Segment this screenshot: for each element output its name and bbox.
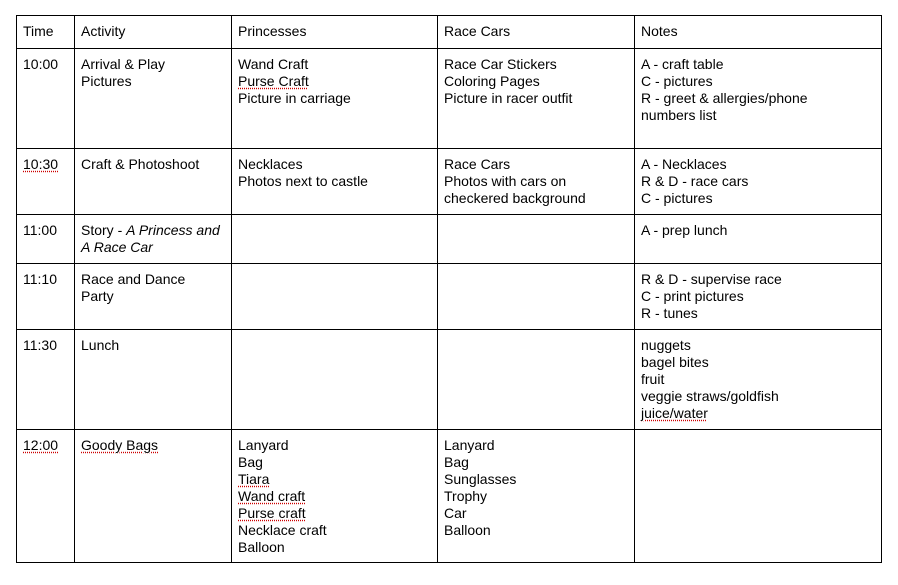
race-cars-cell [438, 330, 635, 430]
activity-cell: Race and Dance Party [75, 264, 232, 330]
princesses-cell: Necklaces Photos next to castle [232, 149, 438, 215]
table-row [17, 149, 882, 215]
princesses-cell [232, 330, 438, 430]
time-cell: 12:00 [17, 430, 75, 563]
notes-cell: A - Necklaces R & D - race cars C - pictures [635, 149, 882, 215]
story-title: A Princess and A Race Car [81, 222, 220, 255]
notes-cell: R & D - supervise race C - print pictures R - tunes [635, 264, 882, 330]
race-cars-cell: Lanyard Bag Sunglasses Trophy Car Balloon [438, 430, 635, 563]
header-race-cars: Race Cars [438, 16, 635, 49]
header-row [17, 16, 882, 49]
table-row [17, 330, 882, 430]
table-row [17, 49, 882, 149]
race-cars-cell [438, 215, 635, 264]
time-cell: 11:30 [17, 330, 75, 430]
table-row [17, 215, 882, 264]
table-row [17, 430, 882, 563]
notes-cell: A - craft table C - pictures R - greet & allergies/phone numbers list [635, 49, 882, 149]
activity-cell: Lunch [75, 330, 232, 430]
activity-cell: Craft & Photoshoot [75, 149, 232, 215]
race-cars-cell: Race Car Stickers Coloring Pages Picture in racer outfit [438, 49, 635, 149]
header-princesses: Princesses [232, 16, 438, 49]
schedule-table [16, 15, 882, 563]
header-time: Time [17, 16, 75, 49]
table-row [17, 264, 882, 330]
notes-cell: A - prep lunch [635, 215, 882, 264]
time-cell: 10:30 [17, 149, 75, 215]
notes-cell: nuggets bagel bites fruit veggie straws/goldfish juice/water [635, 330, 882, 430]
princesses-cell [232, 215, 438, 264]
header-notes: Notes [635, 16, 882, 49]
activity-cell: Arrival & Play Pictures [75, 49, 232, 149]
activity-prefix: Story - [81, 222, 127, 238]
notes-cell [635, 430, 882, 563]
race-cars-cell: Race Cars Photos with cars on checkered background [438, 149, 635, 215]
activity-cell: Goody Bags [75, 430, 232, 563]
princesses-cell: Lanyard Bag Tiara Wand craft Purse craft Necklace craft Balloon [232, 430, 438, 563]
race-cars-cell [438, 264, 635, 330]
time-cell: 10:00 [17, 49, 75, 149]
princesses-cell [232, 264, 438, 330]
princesses-cell: Wand Craft Purse Craft Picture in carriage [232, 49, 438, 149]
activity-cell [75, 215, 232, 264]
time-cell: 11:10 [17, 264, 75, 330]
time-cell: 11:00 [17, 215, 75, 264]
header-activity: Activity [75, 16, 232, 49]
